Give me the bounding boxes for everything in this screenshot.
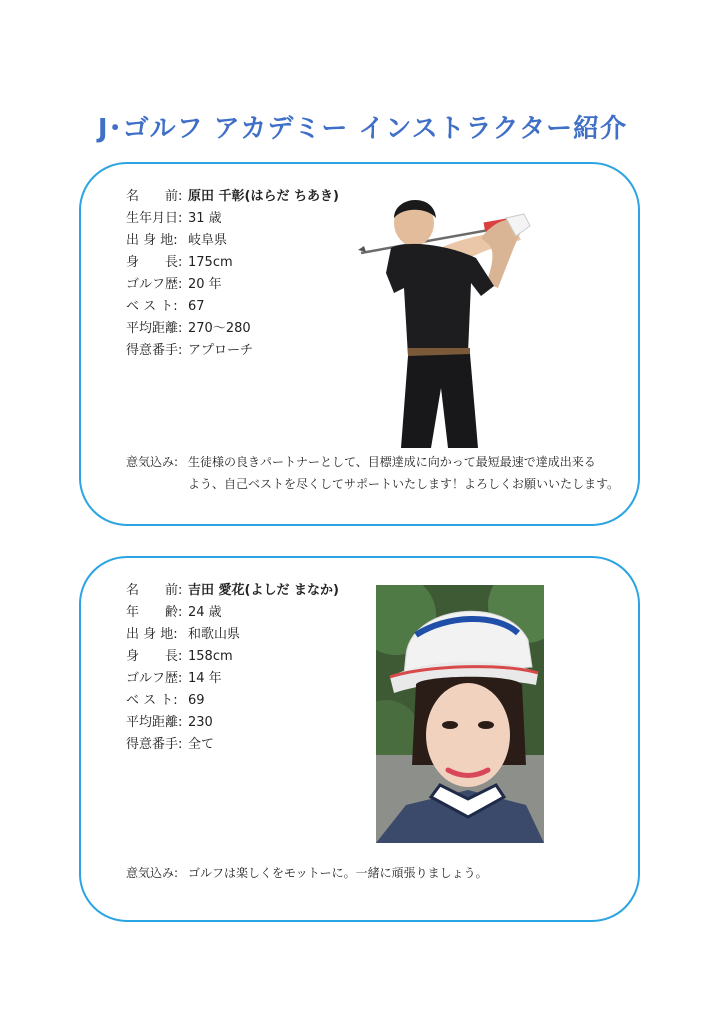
profile-row xyxy=(126,274,339,296)
field-label: 平均距離: xyxy=(126,321,183,336)
field-value: 270～280 xyxy=(188,321,251,336)
profile-row xyxy=(126,624,339,646)
field-value: 230 xyxy=(188,715,213,730)
profile-row xyxy=(126,296,339,318)
field-value: アプローチ xyxy=(188,343,254,358)
field-label: ゴルフ歴: xyxy=(126,277,183,292)
profile-row xyxy=(126,318,339,340)
motivation-line: 生徒様の良きパートナーとして、目標達成に向かって最短最速で達成出来る xyxy=(188,455,596,469)
motivation-text xyxy=(126,451,626,495)
field-value: 175cm xyxy=(188,255,233,270)
field-value: 和歌山県 xyxy=(188,627,241,642)
profile-name-row xyxy=(126,580,339,602)
motivation-label: 意気込み: xyxy=(126,866,179,880)
profile-row xyxy=(126,208,339,230)
motivation-body xyxy=(188,451,626,495)
profile-row xyxy=(126,712,339,734)
instructor-card-yoshida xyxy=(79,556,640,922)
field-value: 吉田 愛花(よしだ まなか) xyxy=(188,583,339,598)
field-value: 69 xyxy=(188,693,205,708)
field-label: 得意番手: xyxy=(126,737,183,752)
motivation-line: よう、自己ベストを尽くしてサポートいたします！よろしくお願いいたします。 xyxy=(188,477,620,491)
field-value: 20 年 xyxy=(188,277,222,292)
profile-list xyxy=(126,580,339,756)
profile-row xyxy=(126,734,339,756)
field-label: ベ ス ト: xyxy=(126,693,178,708)
profile-row xyxy=(126,252,339,274)
profile-list xyxy=(126,186,339,362)
motivation-text xyxy=(126,862,626,884)
field-label: 名 前: xyxy=(126,583,183,598)
field-value: 岐阜県 xyxy=(188,233,228,248)
field-label: 得意番手: xyxy=(126,343,183,358)
field-value: 24 歳 xyxy=(188,605,222,620)
field-label: 平均距離: xyxy=(126,715,183,730)
field-label: ゴルフ歴: xyxy=(126,671,183,686)
instructor-card-harada xyxy=(79,162,640,526)
profile-row xyxy=(126,690,339,712)
motivation-body xyxy=(188,862,626,884)
field-label: 名 前: xyxy=(126,189,183,204)
profile-row xyxy=(126,646,339,668)
profile-row xyxy=(126,668,339,690)
field-value: 原田 千彰(はらだ ちあき) xyxy=(188,189,339,204)
motivation-label: 意気込み: xyxy=(126,455,179,469)
field-label: 出 身 地: xyxy=(126,627,178,642)
instructor-photo-swing xyxy=(356,178,546,448)
profile-name-row xyxy=(126,186,339,208)
profile-row xyxy=(126,230,339,252)
field-label: 身 長: xyxy=(126,255,183,270)
motivation-line: ゴルフは楽しくをモットーに。一緒に頑張りましょう。 xyxy=(188,866,488,880)
profile-row xyxy=(126,340,339,362)
field-value: 158cm xyxy=(188,649,233,664)
field-label: 年 齢: xyxy=(126,605,183,620)
field-value: 31 歳 xyxy=(188,211,222,226)
field-value: 14 年 xyxy=(188,671,222,686)
field-value: 全て xyxy=(188,737,215,752)
field-label: 生年月日: xyxy=(126,211,183,226)
profile-row xyxy=(126,602,339,624)
field-label: 出 身 地: xyxy=(126,233,178,248)
page-title: J･ゴルフ アカデミー インストラクター紹介 xyxy=(97,114,628,144)
field-label: 身 長: xyxy=(126,649,183,664)
field-value: 67 xyxy=(188,299,205,314)
field-label: ベ ス ト: xyxy=(126,299,178,314)
instructor-photo-portrait xyxy=(376,585,544,843)
